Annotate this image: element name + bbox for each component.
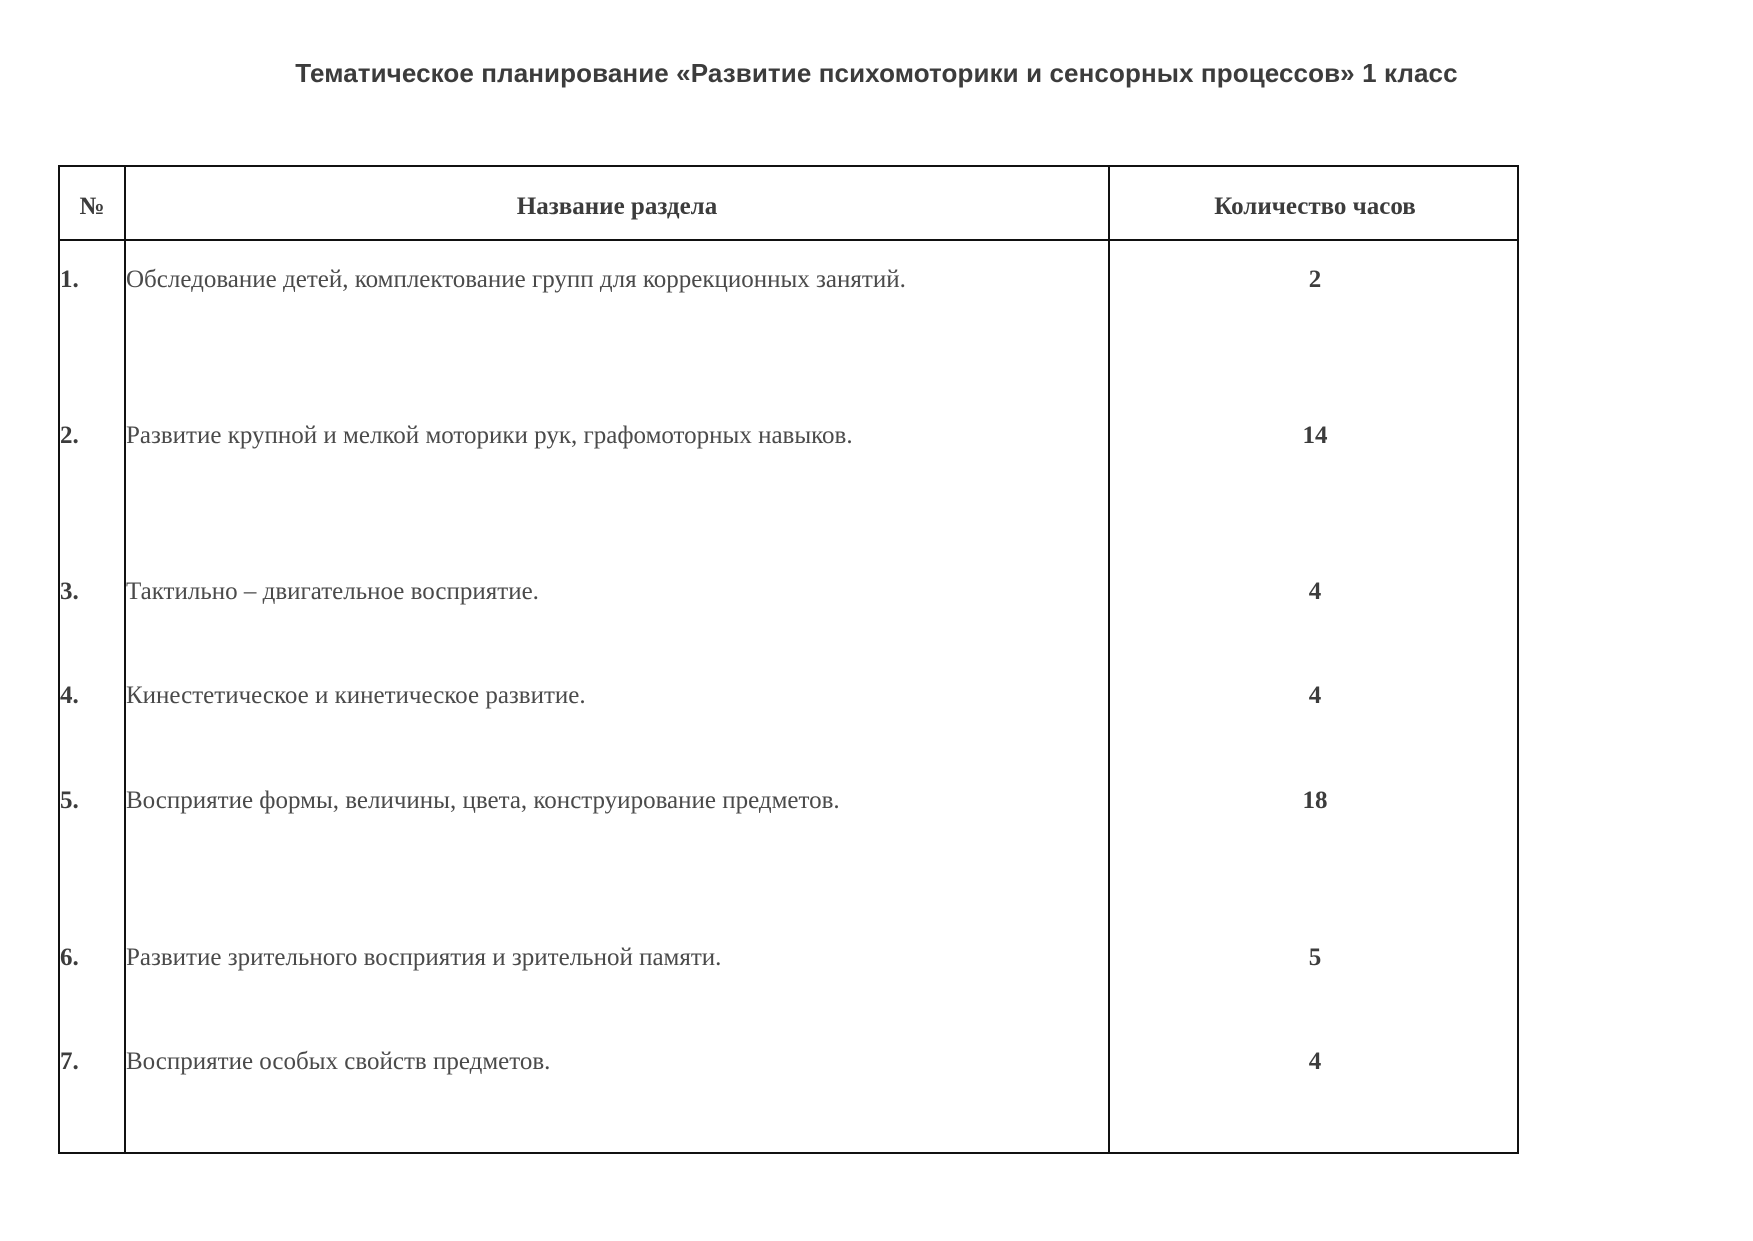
row-number: 1.	[60, 266, 79, 293]
row-number: 3.	[60, 578, 79, 605]
page-title: Тематическое планирование «Развитие психомоторики и сенсорных процессов» 1 класс	[295, 58, 1458, 88]
section-name: Обследование детей, комплектование групп для коррекционных занятий.	[126, 266, 906, 293]
table-row	[60, 1048, 1517, 1088]
header-divider	[60, 239, 1517, 241]
table-row	[60, 422, 1517, 462]
hours-value: 4	[1308, 1048, 1322, 1075]
table-row	[60, 944, 1517, 984]
hours-value: 5	[1308, 944, 1322, 971]
header-hours: Количество часов	[1214, 193, 1416, 220]
hours-value: 4	[1308, 578, 1322, 605]
table-row	[60, 787, 1517, 827]
table-row	[60, 266, 1517, 306]
hours-value: 18	[1302, 787, 1328, 814]
section-name: Кинестетическое и кинетическое развитие.	[126, 682, 586, 709]
row-number: 5.	[60, 787, 79, 814]
section-name: Тактильно – двигательное восприятие.	[126, 578, 539, 605]
column-divider	[1108, 167, 1110, 1152]
planning-table	[58, 165, 1519, 1154]
hours-value: 4	[1308, 682, 1322, 709]
table-row	[60, 578, 1517, 618]
section-name: Развитие крупной и мелкой моторики рук, графомоторных навыков.	[126, 422, 853, 449]
row-number: 7.	[60, 1048, 79, 1075]
row-number: 6.	[60, 944, 79, 971]
column-divider	[124, 167, 126, 1152]
row-number: 4.	[60, 682, 79, 709]
section-name: Восприятие особых свойств предметов.	[126, 1048, 551, 1075]
header-num: №	[79, 193, 105, 220]
row-number: 2.	[60, 422, 79, 449]
section-name: Развитие зрительного восприятия и зрительной памяти.	[126, 944, 722, 971]
header-name: Название раздела	[516, 193, 718, 220]
section-name: Восприятие формы, величины, цвета, конструирование предметов.	[126, 787, 840, 814]
table-row	[60, 682, 1517, 722]
hours-value: 14	[1302, 422, 1328, 449]
hours-value: 2	[1308, 266, 1322, 293]
